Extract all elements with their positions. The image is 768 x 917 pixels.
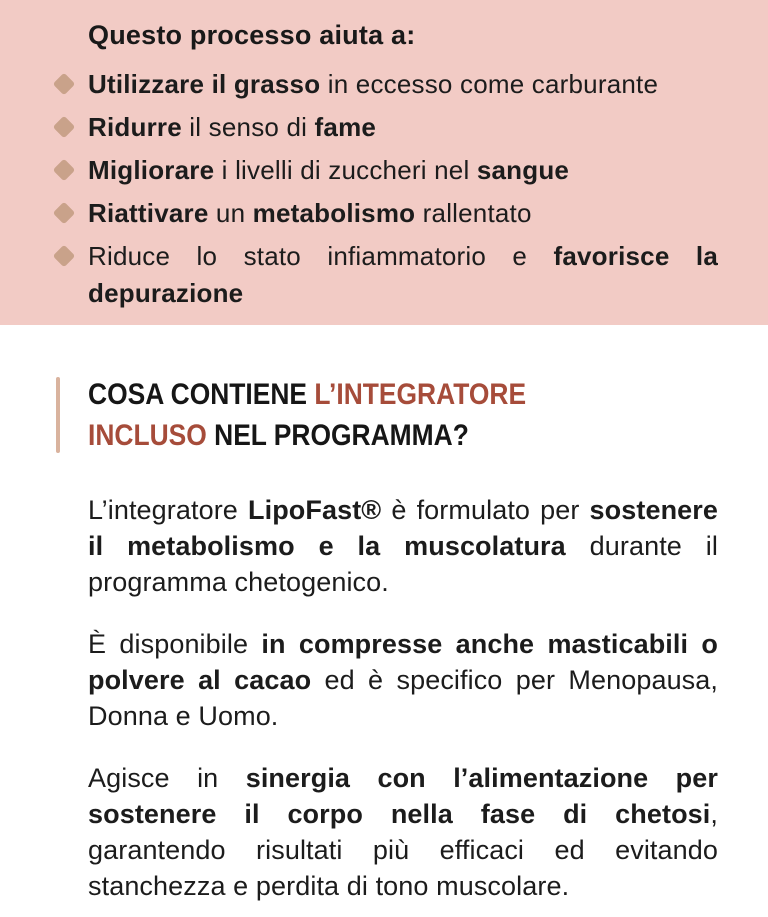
paragraph [88, 492, 718, 600]
text-segment: NEL PROGRAMMA? [206, 419, 469, 452]
text-segment: L’INTEGRATORE [314, 378, 527, 411]
text-segment: è formulato per [381, 495, 590, 525]
bullet-text [88, 109, 718, 146]
heading-line [88, 374, 526, 415]
diamond-icon [53, 159, 76, 182]
text-segment: in eccesso come carburante [320, 69, 659, 99]
bullet-text [88, 195, 718, 232]
text-segment: È disponibile [88, 629, 262, 659]
paragraph [88, 626, 718, 734]
list-item [56, 66, 718, 103]
heading-line [88, 415, 526, 456]
list-item [56, 195, 718, 232]
list-item [56, 152, 718, 189]
bullet-text [88, 238, 718, 312]
diamond-icon [53, 116, 76, 139]
text-segment: Utilizzare il grasso [88, 69, 321, 99]
intro-title: Questo processo aiuta a: [88, 20, 416, 50]
paragraph [88, 760, 718, 904]
text-segment: LipoFast® [248, 495, 382, 525]
text-segment: Riattivare [88, 198, 209, 228]
text-segment: sangue [476, 155, 570, 185]
content-section [0, 374, 768, 904]
text-segment: Migliorare [88, 155, 215, 185]
text-segment: ed è specifico per Menopausa, Donna e Uomo. [88, 665, 718, 731]
text-segment: , garantendo risultati più efficaci ed evitando stanchezza e perdita di tono muscolare. [88, 799, 718, 901]
bullet-text [88, 152, 718, 189]
text-segment: L’integratore [88, 495, 248, 525]
diamond-icon [53, 245, 76, 268]
text-segment: il senso di [181, 112, 315, 142]
heading-accent-bar [56, 377, 60, 453]
diamond-icon [53, 73, 76, 96]
text-segment: favorisce la depurazione [88, 241, 718, 308]
text-segment: metabolismo [252, 198, 416, 228]
section-heading-text [88, 374, 586, 456]
text-segment: sinergia con l’alimentazione per sostenere il corpo nella fase di chetosi [88, 763, 718, 829]
text-segment: i livelli di zuccheri nel [214, 155, 477, 185]
text-segment: un [208, 198, 253, 228]
text-segment: sostenere il metabolismo e la muscolatura [88, 495, 718, 561]
text-segment: durante il programma chetogenico. [88, 531, 718, 597]
list-item [56, 238, 718, 312]
benefits-list [56, 66, 718, 312]
text-segment: Agisce in [88, 763, 246, 793]
text-segment: Riduce lo stato infiammatorio e [88, 241, 554, 271]
text-segment: fame [314, 112, 377, 142]
diamond-icon [53, 202, 76, 225]
text-segment: INCLUSO [88, 419, 207, 452]
list-item [56, 109, 718, 146]
text-segment: Ridurre [88, 112, 182, 142]
text-segment: rallentato [415, 198, 532, 228]
intro-highlight-box [0, 0, 768, 325]
section-heading [56, 374, 718, 456]
text-segment: COSA CONTIENE [88, 378, 315, 411]
text-segment: in compresse anche masticabili o polvere al cacao [88, 629, 718, 695]
bullet-text [88, 66, 718, 103]
